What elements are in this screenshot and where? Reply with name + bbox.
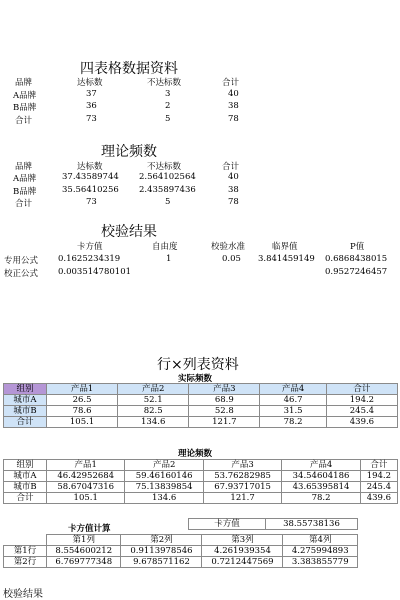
t2-h2: 不达标数	[147, 162, 182, 172]
t1-r1c1: 36	[86, 101, 97, 111]
t4-r1c2: 82.5	[118, 406, 189, 417]
table-row	[4, 471, 398, 482]
t4-h2: 产品2	[118, 384, 189, 395]
t5-h3: 产品3	[203, 460, 281, 471]
t5-r1c0: 城市B	[4, 482, 47, 493]
t3-r1c3: 3.841459149	[258, 254, 315, 264]
t2-r0c3: 40	[228, 172, 239, 182]
t6-chi-label: 卡方值	[189, 519, 266, 530]
t4-r2c0: 合计	[4, 417, 47, 428]
t1-r1c3: 38	[228, 101, 239, 111]
t1-r1c2: 2	[165, 101, 171, 111]
t4-r0c5: 194.2	[326, 395, 397, 406]
t4-r1c5: 245.4	[326, 406, 397, 417]
t3-r1c1: 1	[166, 254, 172, 264]
t4-subtitle: 实际频数	[178, 374, 213, 384]
table-row	[4, 557, 358, 568]
t3-h3: 临界值	[272, 242, 298, 252]
t3-r1-label: 专用公式	[4, 256, 39, 266]
t6-chi-value: 38.55738136	[266, 519, 358, 530]
t5-r0c4: 34.54604186	[282, 471, 360, 482]
t2-h1: 达标数	[77, 162, 103, 172]
t5-r1c2: 75.13839854	[125, 482, 203, 493]
t6-h2: 第3列	[202, 535, 283, 546]
t1-r2c1: 73	[86, 114, 97, 124]
t6-title: 卡方值计算	[68, 524, 111, 534]
t5-r1c1: 58.67047316	[47, 482, 125, 493]
t5-h5: 合计	[360, 460, 397, 471]
t2-r2c2: 5	[165, 197, 171, 207]
t5-table	[3, 459, 398, 504]
t4-r1c0: 城市B	[4, 406, 47, 417]
t4-r1c1: 78.6	[47, 406, 118, 417]
t1-h2: 不达标数	[147, 78, 182, 88]
t5-r0c5: 194.2	[360, 471, 397, 482]
t5-r0c2: 59.46160146	[125, 471, 203, 482]
t6-r0c1: 8.554600212	[47, 546, 121, 557]
t3-r2c1: 0.9527246457	[325, 267, 388, 277]
t5-subtitle: 理论频数	[178, 449, 213, 459]
t5-h1: 产品1	[47, 460, 125, 471]
t5-r0c3: 53.76282985	[203, 471, 281, 482]
t4-table	[3, 383, 398, 428]
t1-r0c0: A品牌	[13, 91, 37, 101]
t2-r0c1: 37.43589744	[62, 172, 119, 182]
table-row	[4, 395, 398, 406]
t5-r2c1: 105.1	[47, 493, 125, 504]
t4-r1c3: 52.8	[189, 406, 260, 417]
t3-h4: P值	[350, 242, 365, 252]
table-row	[4, 482, 398, 493]
t3-r1c4: 0.6868438015	[325, 254, 388, 264]
t4-h5: 合计	[326, 384, 397, 395]
table-row	[4, 493, 398, 504]
table-row	[4, 546, 358, 557]
t4-r2c5: 439.6	[326, 417, 397, 428]
t5-r0c0: 城市A	[4, 471, 47, 482]
t1-h1: 达标数	[77, 78, 103, 88]
t1-h0: 品牌	[15, 78, 33, 88]
t2-r0c0: A品牌	[13, 174, 37, 184]
t6-corner	[4, 535, 47, 546]
t3-r1c0: 0.1625234319	[58, 254, 121, 264]
t1-r2c3: 78	[228, 114, 239, 124]
t6-r0c4: 4.275994893	[283, 546, 358, 557]
t2-r2c3: 78	[228, 197, 239, 207]
t2-r1c0: B品牌	[13, 187, 37, 197]
t4-h3: 产品3	[189, 384, 260, 395]
t4-title: 行×列表资料	[157, 357, 239, 373]
t1-h3: 合计	[222, 78, 240, 88]
t1-r1c0: B品牌	[13, 103, 37, 113]
t1-r0c3: 40	[228, 89, 239, 99]
t6-chi-box	[188, 518, 358, 530]
t4-r0c3: 68.9	[189, 395, 260, 406]
t4-r2c2: 134.6	[118, 417, 189, 428]
t4-r2c3: 121.7	[189, 417, 260, 428]
t6-h0: 第1列	[47, 535, 121, 546]
t6-h3: 第4列	[283, 535, 358, 546]
t3-r2-label: 校正公式	[4, 269, 39, 279]
t4-h4: 产品4	[260, 384, 326, 395]
t2-r2c1: 73	[86, 197, 97, 207]
t6-r1c4: 3.383855779	[283, 557, 358, 568]
t5-h2: 产品2	[125, 460, 203, 471]
t3-h2: 校验水准	[211, 242, 246, 252]
table-row	[4, 406, 398, 417]
t6-r0c3: 4.261939354	[202, 546, 283, 557]
t7-title: 校验结果	[3, 589, 43, 600]
t4-h1: 产品1	[47, 384, 118, 395]
t2-r1c3: 38	[228, 185, 239, 195]
t2-h3: 合计	[222, 162, 240, 172]
t6-r1c2: 9.678571162	[121, 557, 202, 568]
t1-r0c1: 37	[86, 89, 97, 99]
t5-h0: 组别	[4, 460, 47, 471]
t5-r1c5: 245.4	[360, 482, 397, 493]
t5-r2c2: 134.6	[125, 493, 203, 504]
t1-r0c2: 3	[165, 89, 171, 99]
t6-r0c0: 第1行	[4, 546, 47, 557]
t6-r1c3: 0.7212447569	[202, 557, 283, 568]
t6-r1c1: 6.769777348	[47, 557, 121, 568]
t5-r2c0: 合计	[4, 493, 47, 504]
t3-h1: 自由度	[152, 242, 178, 252]
t4-r0c0: 城市A	[4, 395, 47, 406]
t6-r1c0: 第2行	[4, 557, 47, 568]
t2-title: 理论频数	[101, 144, 157, 160]
t4-h0: 组别	[4, 384, 47, 395]
t1-r2c2: 5	[165, 114, 171, 124]
t6-r0c2: 0.9113978546	[121, 546, 202, 557]
t5-r1c4: 43.65395814	[282, 482, 360, 493]
table-row	[4, 417, 398, 428]
t4-r0c1: 26.5	[47, 395, 118, 406]
t6-h1: 第2列	[121, 535, 202, 546]
t4-r1c4: 31.5	[260, 406, 326, 417]
t2-r2c0: 合计	[15, 199, 33, 209]
t3-title: 校验结果	[101, 224, 157, 240]
t5-r0c1: 46.42952684	[47, 471, 125, 482]
t5-r2c4: 78.2	[282, 493, 360, 504]
t3-h0: 卡方值	[77, 242, 103, 252]
t3-r2c0: 0.003514780101	[58, 267, 132, 277]
t1-title: 四表格数据资料	[80, 61, 178, 77]
t4-r2c1: 105.1	[47, 417, 118, 428]
t4-r2c4: 78.2	[260, 417, 326, 428]
t4-r0c4: 46.7	[260, 395, 326, 406]
t1-r2c0: 合计	[15, 116, 33, 126]
t5-r1c3: 67.93717015	[203, 482, 281, 493]
t2-r1c2: 2.435897436	[139, 185, 196, 195]
t5-r2c3: 121.7	[203, 493, 281, 504]
t5-r2c5: 439.6	[360, 493, 397, 504]
t3-r1c2: 0.05	[222, 254, 241, 264]
t4-r0c2: 52.1	[118, 395, 189, 406]
t5-h4: 产品4	[282, 460, 360, 471]
t6-table	[3, 534, 358, 568]
t2-r1c1: 35.56410256	[62, 185, 119, 195]
t2-r0c2: 2.564102564	[139, 172, 196, 182]
t2-h0: 品牌	[15, 162, 33, 172]
